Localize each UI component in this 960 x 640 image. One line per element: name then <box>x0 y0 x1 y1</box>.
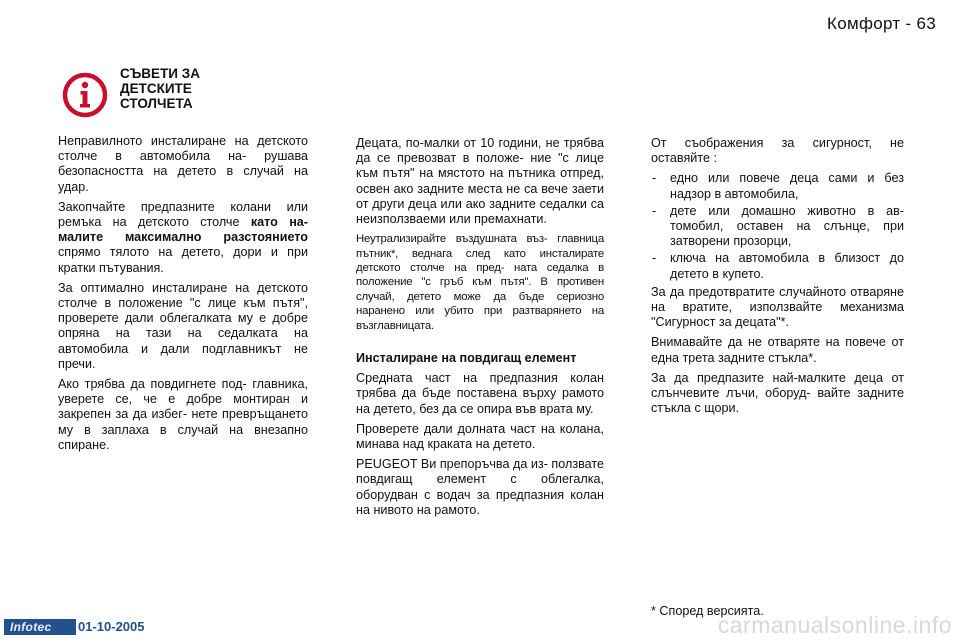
text: Закопчайте предпазните колани или ремъка на детското столче <box>58 199 308 230</box>
footnote: * Според версията. <box>651 604 764 618</box>
logo-text: Infotec <box>10 620 52 634</box>
paragraph: PEUGEOT Ви препоръчва да из- ползвате повдигащ елемент с облегалка, оборудван с водач за предпазния колан на нивото на рамото. <box>356 457 604 517</box>
infotec-logo <box>4 619 76 635</box>
paragraph: От съображения за сигурност, не оставяйте : <box>651 136 904 166</box>
warning-list <box>651 171 904 281</box>
watermark: carmanualsonline.info <box>717 612 952 638</box>
paragraph: Децата, по-малки от 10 години, не трябва да се превозват в положе- ние "с лице към пътя" на мястото на пътника отпред, освен ако задните места не са вече заети от други деца или ако задните седалки са неизползваеми или премахнати. <box>356 136 604 227</box>
page-header: Комфорт - 63 <box>827 14 936 33</box>
paragraph: Проверете дали долната част на колана, минава над краката на детето. <box>356 421 604 452</box>
paragraph: За да предпазите най-малките деца от слънчевите лъчи, оборуд- вайте задните стъкла с щори. <box>651 370 904 416</box>
info-icon <box>62 72 108 118</box>
list-item: - дете или домашно животно в ав- томобил, оставен на слънце, при затворени прозорци, <box>651 204 904 250</box>
paragraph: За да предотвратите случайното отваряне на вратите, използвайте механизма "Сигурност за децата"*. <box>651 284 904 330</box>
footer-date: 01-10-2005 <box>78 619 145 634</box>
section-heading: Инсталиране на повдигащ елемент <box>356 351 577 366</box>
list-item: - едно или повече деца сами и без надзор в автомобила, <box>651 171 904 201</box>
column-2 <box>356 136 604 523</box>
paragraph: Ако трябва да повдигнете под- главника, уверете се, че е добре монтиран и закрепен за да избег- нете превръщането му в заплаха в случай на внезапно спиране. <box>58 377 308 452</box>
column-3 <box>651 136 904 421</box>
paragraph: Неутрализирайте въздушната въз- главница пътник*, веднага след като инсталирате детското столче на пред- ната седалка в положение "с гръб към пътя". В противен случай, детето може да бъде сериозно наранено или убито при разтварянето на възглавницата. <box>356 233 604 332</box>
list-item: - ключа на автомобила в близост до детето в купето. <box>651 251 904 281</box>
paragraph: Неправилното инсталиране на детското столче в автомобила на- рушава безопасността на детето в случай на удар. <box>58 134 308 194</box>
paragraph: За оптимално инсталиране на детското столче в положение "с лице към пътя", проверете дали облегалката му е добре опряна на тази на седалката на автомобила и дали подглавникът не пречи. <box>58 280 308 371</box>
text: спрямо тялото на детето, дори и при кратки пътувания. <box>58 245 308 275</box>
column-1 <box>58 134 308 458</box>
emphasis-text: като на- малите максимално разстоянието <box>58 215 308 245</box>
paragraph: Средната част на предпазния колан трябва да бъде поставена върху рамото на детето, без да се опира във врата му. <box>356 371 604 416</box>
paragraph <box>58 200 308 276</box>
info-title: СЪВЕТИ ЗА ДЕТСКИТЕ СТОЛЧЕТА <box>120 66 200 111</box>
paragraph: Внимавайте да не отваряте на повече от една трета задните стъкла*. <box>651 335 904 365</box>
